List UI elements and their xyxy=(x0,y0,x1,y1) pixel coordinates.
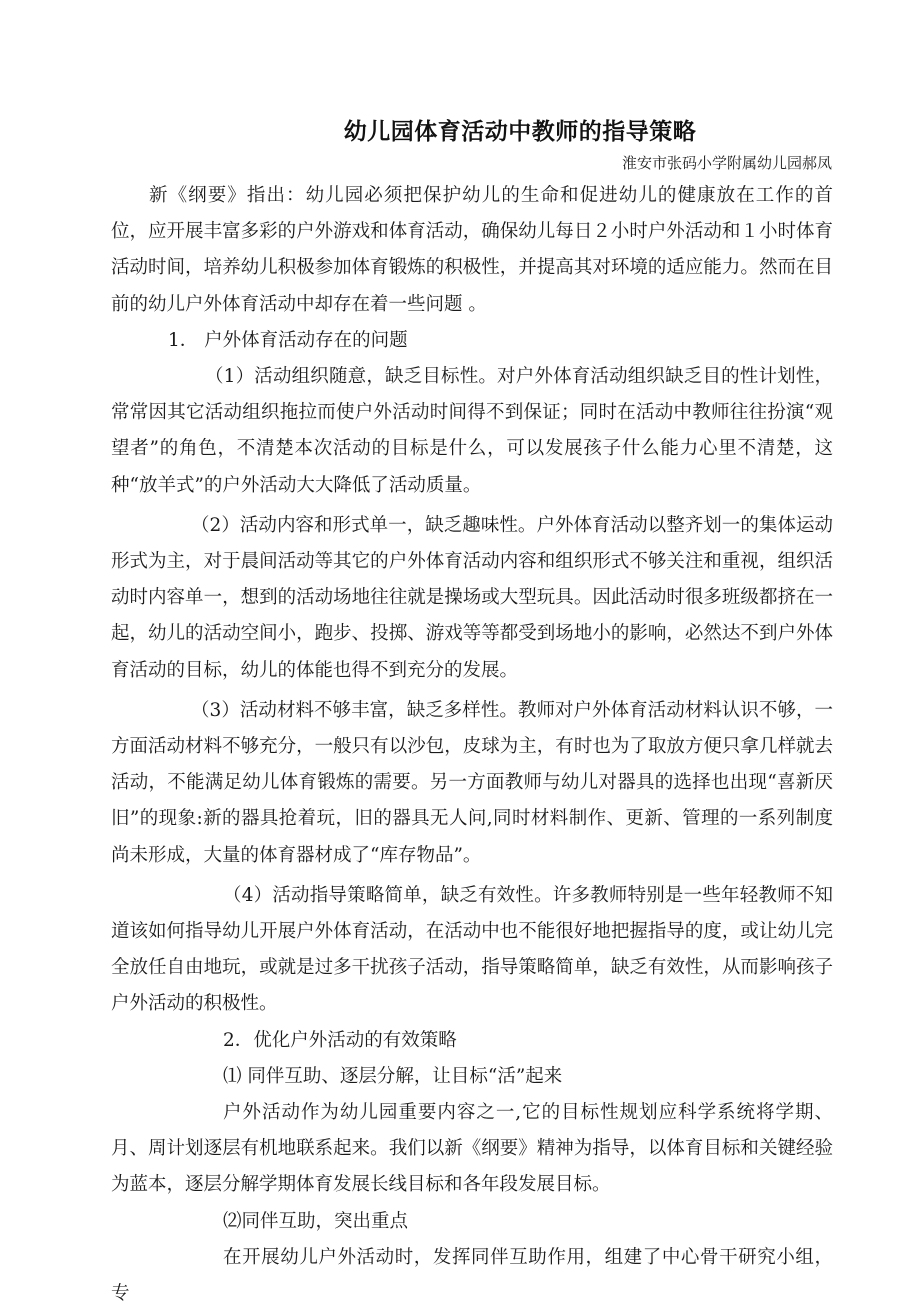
author-line: 淮安市张码小学附属幼儿园郝凤 xyxy=(621,154,832,172)
section-1-heading: 1． 户外体育活动存在的问题 xyxy=(168,329,408,351)
strategy-2-paragraph: 在开展幼儿户外活动时，发挥同伴互助作用，组建了中心骨干研究小组，专 xyxy=(111,1246,833,1305)
strategy-2-heading: ⑵同伴互助，突出重点 xyxy=(223,1210,409,1232)
problem-4-paragraph: （4）活动指导策略简单，缺乏有效性。许多教师特别是一些年轻教师不知道该如何指导幼儿开展户外体育活动，在活动中也不能很好地把握指导的度，或让幼儿完全放任自由地玩，或就是过多干扰孩子活动，指导策略简单，缺乏有效性，从而影响孩子户外活动的积极性。 xyxy=(111,884,833,1015)
problem-3-paragraph: （3）活动材料不够丰富，缺乏多样性。教师对户外体育活动材料认识不够，一方面活动材料不够充分，一般只有以沙包，皮球为主，有时也为了取放方便只拿几样就去活动，不能满足幼儿体育锻炼的需要。另一方面教师与幼儿对器具的选择也出现“喜新厌旧”的现象:新的器具抢着玩，旧的器具无人问,同时材料制作、更新、管理的一系列制度尚未形成，大量的体育器材成了“库存物品”。 xyxy=(111,699,833,866)
document-title: 幼儿园体育活动中教师的指导策略 xyxy=(343,119,697,145)
strategy-1-paragraph: 户外活动作为幼儿园重要内容之一,它的目标性规划应科学系统将学期、月、周计划逐层有机地联系起来。我们以新《纲要》精神为指导，以体育目标和关键经验为蓝本，逐层分解学期体育发展长线目标和各年段发展目标。 xyxy=(111,1102,833,1196)
problem-2-paragraph: （2）活动内容和形式单一，缺乏趣味性。户外体育活动以整齐划一的集体运动形式为主，对于晨间活动等其它的户外体育活动内容和组织形式不够关注和重视，组织活动时内容单一，想到的活动场地往往就是操场或大型玩具。因此活动时很多班级都挤在一起，幼儿的活动空间小，跑步、投掷、游戏等等都受到场地小的影响，必然达不到户外体育活动的目标，幼儿的体能也得不到充分的发展。 xyxy=(111,514,833,681)
problem-1-paragraph: （1）活动组织随意，缺乏目标性。对户外体育活动组织缺乏目的性计划性，常常因其它活动组织拖拉而使户外活动时间得不到保证；同时在活动中教师往往扮演“观望者”的角色，不清楚本次活动的目标是什么，可以发展孩子什么能力心里不清楚，这种“放羊式”的户外活动大大降低了活动质量。 xyxy=(111,366,833,496)
intro-paragraph: 新《纲要》指出：幼儿园必须把保护幼儿的生命和促进幼儿的健康放在工作的首位，应开展丰富多彩的户外游戏和体育活动，确保幼儿每日２小时户外活动和１小时体育活动时间，培养幼儿积极参加体育锻炼的积极性，并提高其对环境的适应能力。然而在目前的幼儿户外体育活动中却存在着一些问题 。 xyxy=(111,185,833,315)
section-2-heading: 2．优化户外活动的有效策略 xyxy=(223,1029,457,1051)
strategy-1-heading: ⑴ 同伴互助、逐层分解，让目标“活”起来 xyxy=(223,1065,563,1087)
document-body xyxy=(111,178,833,1312)
